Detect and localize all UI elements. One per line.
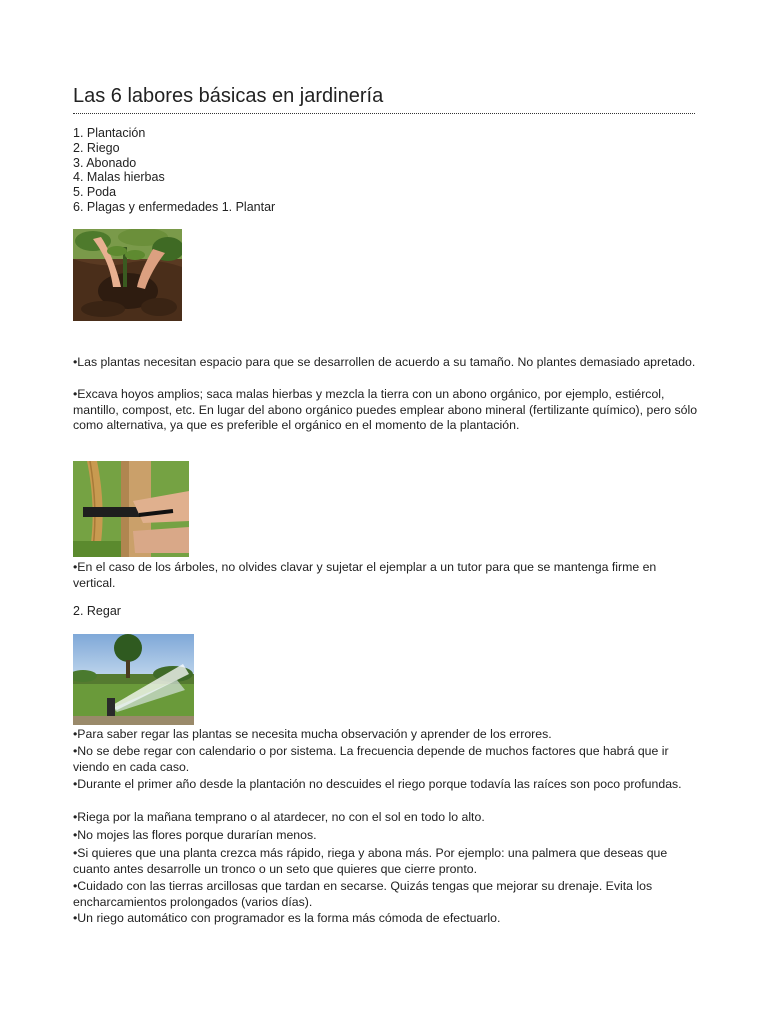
paragraph: •En el caso de los árboles, no olvides clavar y sujetar el ejemplar a un tutor para que se mantenga firme en vertical. [73,560,657,590]
photo-hands-planting [73,229,182,321]
paragraph: •Si quieres que una planta crezca más rápido, riega y abona más. Por ejemplo: una palmera que deseas que cuanto antes desarrolle un tronco o un seto que quieres que cierre pronto. [73,846,668,876]
toc-item: 1. Plantación [73,126,146,140]
paragraph: •Las plantas necesitan espacio para que se desarrollen de acuerdo a su tamaño. No plantes demasiado apretado. [73,355,696,369]
page-title: Las 6 labores básicas en jardinería [73,85,384,107]
toc-item: 4. Malas hierbas [73,170,165,185]
toc-item: 6. Plagas y enfermedades 1. Plantar [73,199,276,214]
section-heading-regar: 2. Regar [73,604,121,618]
paragraph: •Riega por la mañana temprano o al atardecer, no con el sol en todo lo alto. [73,810,485,824]
paragraph: •No se debe regar con calendario o por sistema. La frecuencia depende de muchos factores que habrá que ir viendo en cada caso. [73,744,669,774]
photo-tree-stake-tie [73,461,189,557]
title-divider [73,113,695,114]
toc-item: 3. Abonado [73,155,137,170]
table-of-contents [73,126,275,215]
photo-garden-sprinkler [73,634,194,725]
paragraph: •Durante el primer año desde la plantación no descuides el riego porque todavía las raíces son poco profundas. [73,777,682,791]
paragraph: •Excava hoyos amplios; saca malas hierbas y mezcla la tierra con un abono orgánico, por ejemplo, estiércol, mantillo, compost, etc. En lugar del abono orgánico puedes emplear abono mineral (fertilizante químico), pero sólo como alternativa, ya que es preferible el orgánico en el momento de la plantación. [73,387,698,432]
paragraph: •Cuidado con las tierras arcillosas que tardan en secarse. Quizás tengas que mejorar su drenaje. Evita los encharcamientos prolongados (varios días). [73,879,653,909]
toc-item: 2. Riego [73,140,120,155]
paragraph: •No mojes las flores porque durarían menos. [73,828,317,842]
paragraph: •Para saber regar las plantas se necesita mucha observación y aprender de los errores. [73,727,552,741]
paragraph: •Un riego automático con programador es la forma más cómoda de efectuarlo. [73,911,501,925]
toc-item: 5. Poda [73,185,117,200]
